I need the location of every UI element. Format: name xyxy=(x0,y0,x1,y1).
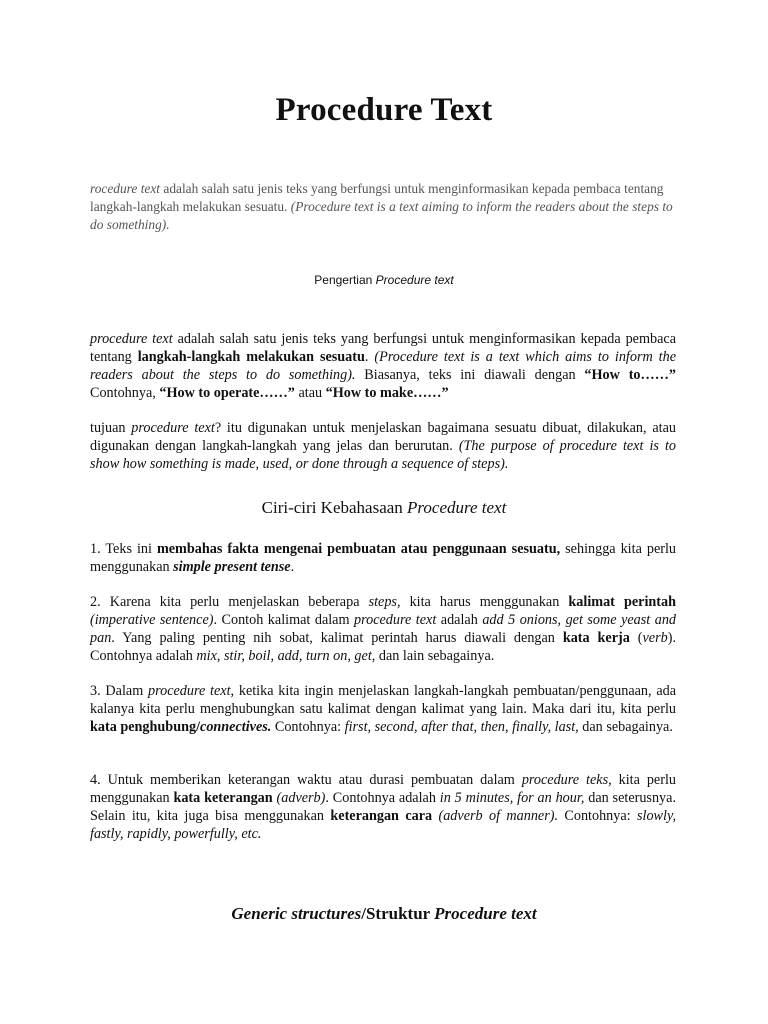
text-run: connectives. xyxy=(200,719,272,735)
text-run: . xyxy=(290,559,295,575)
text-run: adalah salah satu jenis teks yang berfungsi untuk menginformasikan kepada pembaca tentang xyxy=(90,331,677,365)
text-run: Contohnya: xyxy=(271,719,345,735)
text-run: . Yang paling penting nih sobat, kalimat perintah harus diawali dengan xyxy=(111,630,563,646)
text-run: rocedure text xyxy=(90,181,161,196)
text-run: membahas fakta mengenai pembuatan atau penggunaan sesuatu, xyxy=(156,541,561,557)
text-run: ). Contohnya adalah xyxy=(90,630,676,664)
text-run: procedure text xyxy=(131,420,215,436)
text-run: kata kerja xyxy=(562,630,630,646)
text-run: Ciri-ciri Kebahasaan xyxy=(261,498,408,517)
list-item-2 xyxy=(90,593,676,665)
text-run: simple present tense xyxy=(173,559,291,575)
text-run: (Procedure text is a text aiming to inform the readers about the steps to do something). xyxy=(90,199,673,232)
paragraph-definition xyxy=(90,330,676,402)
text-run: procedure teks, xyxy=(521,772,612,788)
text-run: Biasanya, teks ini diawali dengan xyxy=(355,367,585,383)
text-run: kita harus menggunakan xyxy=(400,594,569,610)
text-run: procedure text, xyxy=(148,683,235,699)
text-run: dan seterusnya. Selain itu, kita juga bisa menggunakan xyxy=(90,790,676,824)
text-run: procedure text xyxy=(90,331,173,347)
text-run: adalah salah satu jenis teks yang berfungsi untuk menginformasikan kepada pembaca tentang langkah-langkah melakukan sesuatu. xyxy=(90,181,664,214)
text-run: Contohnya, xyxy=(90,385,160,401)
text-run: (The purpose of procedure text is to show how something is made, used, or done through a sequence of steps). xyxy=(90,438,676,472)
text-run: dan lain sebagainya. xyxy=(375,648,495,664)
text-run: Pengertian xyxy=(314,273,376,287)
text-run: steps, xyxy=(368,594,401,610)
text-run: Procedure text xyxy=(407,498,507,517)
text-run: . xyxy=(364,349,375,365)
text-run: (adverb) xyxy=(276,790,326,806)
list-item-4 xyxy=(90,771,676,843)
text-run: ? itu digunakan untuk menjelaskan bagaimana sesuatu dibuat, dilakukan, atau digunakan dengan langkah-langkah yang jelas dan berurutan. xyxy=(90,420,677,454)
text-run: . Contohnya adalah xyxy=(325,790,440,806)
text-run: ( xyxy=(629,630,643,646)
text-run: 4. Untuk memberikan keterangan waktu atau durasi pembuatan dalam xyxy=(90,772,522,788)
text-run: ketika kita ingin menjelaskan langkah-langkah pembuatan/penggunaan, ada kalanya kita perlu menghubungkan satu kalimat dengan kalimat yang lain. Maka dari itu, kita perlu xyxy=(90,683,677,717)
text-run: . Contoh kalimat dalam xyxy=(213,612,355,628)
text-run: 2. Karena kita perlu menjelaskan beberapa xyxy=(90,594,369,610)
text-run: (adverb of manner). xyxy=(438,808,559,824)
text-run: langkah-langkah melakukan sesuatu xyxy=(137,349,365,365)
section-heading-ciri-ciri xyxy=(0,498,768,518)
text-run: (Procedure text is a text which aims to inform the readers about the steps to do something). xyxy=(90,349,677,383)
list-item-1 xyxy=(90,540,676,576)
text-run: tujuan xyxy=(90,420,132,436)
text-run: kita perlu menggunakan xyxy=(90,772,676,806)
text-run: Procedure text xyxy=(375,273,454,287)
text-run: sehingga kita perlu menggunakan xyxy=(90,541,677,575)
list-item-3 xyxy=(90,682,676,736)
intro-paragraph xyxy=(90,180,676,234)
text-run: in 5 minutes, for an hour, xyxy=(439,790,585,806)
text-run: procedure text xyxy=(354,612,437,628)
text-run: mix, stir, boil, add, turn on, get, xyxy=(196,648,376,664)
text-run: keterangan cara xyxy=(330,808,433,824)
text-run: kata keterangan xyxy=(173,790,273,806)
text-run: 1. Teks ini xyxy=(90,541,157,557)
text-run: Generic structures xyxy=(231,904,362,923)
text-run: kata penghubung/ xyxy=(90,719,201,735)
paragraph-purpose xyxy=(90,419,676,473)
text-run: dan sebagainya. xyxy=(578,719,673,735)
text-run: “How to operate……” xyxy=(159,385,295,401)
text-run: /Struktur xyxy=(361,904,435,923)
text-run: atau xyxy=(294,385,326,401)
text-run: first, second, after that, then, finally, last, xyxy=(344,719,579,735)
text-run: “How to make……” xyxy=(325,385,449,401)
text-run: Contohnya: xyxy=(558,808,637,824)
text-run: kalimat perintah xyxy=(568,594,676,610)
text-run: (imperative sentence) xyxy=(90,612,214,628)
page-title: Procedure Text xyxy=(275,92,493,128)
text-run: verb xyxy=(642,630,668,646)
text-run: add 5 onions, get some yeast and pan xyxy=(90,612,677,646)
text-run: 3. Dalam xyxy=(90,683,149,699)
text-run: “How to……” xyxy=(584,367,676,383)
section-heading-generic-structures xyxy=(0,904,768,924)
text-run: adalah xyxy=(436,612,483,628)
section-heading-pengertian xyxy=(0,273,768,287)
text-run: Procedure text xyxy=(434,904,537,923)
text-run: slowly, fastly, rapidly, powerfully, etc. xyxy=(90,808,677,842)
